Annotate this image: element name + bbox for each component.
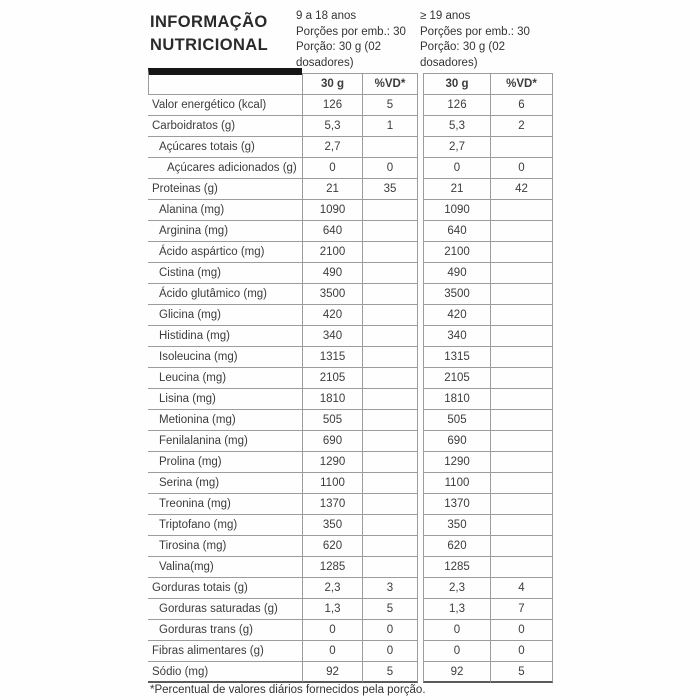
amount-cell-group1: 620 — [302, 536, 362, 557]
table-row — [148, 662, 553, 683]
amount-cell-group2: 690 — [423, 431, 490, 452]
row-label: Açúcares adicionados (g) — [148, 158, 302, 179]
amount-cell-group2: 3500 — [423, 284, 490, 305]
amount-cell-group1: 2100 — [302, 242, 362, 263]
dv-cell-group1 — [362, 389, 418, 410]
amount-cell-group1: 126 — [302, 95, 362, 116]
dv-cell-group2 — [490, 452, 553, 473]
dv-cell-group2: 42 — [490, 179, 553, 200]
amount-cell-group2: 0 — [423, 620, 490, 641]
table-row — [148, 515, 553, 536]
table-row — [148, 536, 553, 557]
age-range: ≥ 19 anos — [420, 10, 471, 22]
amount-cell-group1: 1370 — [302, 494, 362, 515]
row-label: Lisina (mg) — [148, 389, 302, 410]
amount-cell-group1: 690 — [302, 431, 362, 452]
dv-cell-group2 — [490, 242, 553, 263]
row-label: Glicina (mg) — [148, 305, 302, 326]
amount-cell-group2: 505 — [423, 410, 490, 431]
dv-cell-group2 — [490, 515, 553, 536]
dv-cell-group2 — [490, 284, 553, 305]
dv-cell-group1 — [362, 305, 418, 326]
row-label: Valor energético (kcal) — [148, 95, 302, 116]
dv-cell-group1 — [362, 557, 418, 578]
amount-cell-group2: 1290 — [423, 452, 490, 473]
dv-cell-group2: 5 — [490, 662, 553, 683]
dv-cell-group1: 0 — [362, 158, 418, 179]
table-body — [148, 95, 553, 683]
row-label: Treonina (mg) — [148, 494, 302, 515]
table-row — [148, 347, 553, 368]
row-label: Sódio (mg) — [148, 662, 302, 683]
dv-cell-group2: 4 — [490, 578, 553, 599]
row-label: Tirosina (mg) — [148, 536, 302, 557]
row-label: Gorduras totais (g) — [148, 578, 302, 599]
row-label: Prolina (mg) — [148, 452, 302, 473]
dv-cell-group1: 5 — [362, 95, 418, 116]
dv-cell-group1: 5 — [362, 599, 418, 620]
amount-cell-group1: 21 — [302, 179, 362, 200]
dv-cell-group1 — [362, 410, 418, 431]
amount-cell-group2: 2105 — [423, 368, 490, 389]
dv-cell-group1 — [362, 284, 418, 305]
row-label: Metionina (mg) — [148, 410, 302, 431]
row-label: Ácido aspártico (mg) — [148, 242, 302, 263]
row-label: Histidina (mg) — [148, 326, 302, 347]
age-range: 9 a 18 anos — [296, 10, 357, 22]
amount-cell-group2: 0 — [423, 158, 490, 179]
column-header-row — [148, 68, 553, 95]
table-row — [148, 179, 553, 200]
footnote: *Percentual de valores diários fornecidos pela porção. — [150, 684, 426, 696]
row-label: Arginina (mg) — [148, 221, 302, 242]
dv-cell-group2 — [490, 368, 553, 389]
dv-cell-group2: 0 — [490, 641, 553, 662]
table-row — [148, 305, 553, 326]
amount-cell-group1: 1,3 — [302, 599, 362, 620]
dv-cell-group1 — [362, 221, 418, 242]
amount-cell-group2: 2100 — [423, 242, 490, 263]
dv-cell-group2 — [490, 200, 553, 221]
col-header-dv-group2: %VD* — [490, 73, 553, 95]
dv-cell-group1 — [362, 431, 418, 452]
col-header-amount-group2: 30 g — [423, 73, 490, 95]
amount-cell-group1: 5,3 — [302, 116, 362, 137]
amount-cell-group1: 1290 — [302, 452, 362, 473]
table-row — [148, 95, 553, 116]
portion-size: Porção: 30 g (02 dosadores) — [296, 41, 382, 69]
dv-cell-group2 — [490, 389, 553, 410]
amount-cell-group2: 1100 — [423, 473, 490, 494]
table-row — [148, 410, 553, 431]
row-label: Carboidratos (g) — [148, 116, 302, 137]
table-row — [148, 158, 553, 179]
amount-cell-group1: 640 — [302, 221, 362, 242]
dv-cell-group1: 0 — [362, 620, 418, 641]
dv-cell-group1 — [362, 452, 418, 473]
amount-cell-group1: 2,3 — [302, 578, 362, 599]
table-row — [148, 284, 553, 305]
group-header-19plus — [420, 9, 548, 71]
amount-cell-group1: 0 — [302, 641, 362, 662]
amount-cell-group2: 2,7 — [423, 137, 490, 158]
dv-cell-group2 — [490, 347, 553, 368]
dv-cell-group2 — [490, 410, 553, 431]
dv-cell-group1 — [362, 137, 418, 158]
dv-cell-group2 — [490, 221, 553, 242]
amount-cell-group2: 620 — [423, 536, 490, 557]
amount-cell-group1: 1315 — [302, 347, 362, 368]
dv-cell-group1 — [362, 263, 418, 284]
table-row — [148, 473, 553, 494]
amount-cell-group1: 350 — [302, 515, 362, 536]
amount-cell-group1: 2105 — [302, 368, 362, 389]
dv-cell-group2 — [490, 494, 553, 515]
row-label: Leucina (mg) — [148, 368, 302, 389]
amount-cell-group2: 1315 — [423, 347, 490, 368]
amount-cell-group2: 2,3 — [423, 578, 490, 599]
amount-cell-group2: 126 — [423, 95, 490, 116]
amount-cell-group1: 0 — [302, 158, 362, 179]
row-label: Gorduras saturadas (g) — [148, 599, 302, 620]
table-row — [148, 641, 553, 662]
table-row — [148, 389, 553, 410]
group-header-9-18 — [296, 9, 416, 71]
amount-cell-group2: 1285 — [423, 557, 490, 578]
dv-cell-group1 — [362, 515, 418, 536]
amount-cell-group2: 490 — [423, 263, 490, 284]
dv-cell-group2: 2 — [490, 116, 553, 137]
col-header-dv-group1: %VD* — [362, 73, 418, 95]
table-row — [148, 137, 553, 158]
table-row — [148, 599, 553, 620]
amount-cell-group2: 350 — [423, 515, 490, 536]
dv-cell-group1: 3 — [362, 578, 418, 599]
row-label: Gorduras trans (g) — [148, 620, 302, 641]
dv-cell-group1 — [362, 536, 418, 557]
header-divider-bar — [148, 68, 302, 95]
amount-cell-group1: 3500 — [302, 284, 362, 305]
row-label: Isoleucina (mg) — [148, 347, 302, 368]
dv-cell-group2: 7 — [490, 599, 553, 620]
row-label: Açúcares totais (g) — [148, 137, 302, 158]
table-row — [148, 578, 553, 599]
col-header-amount-group1: 30 g — [302, 73, 362, 95]
amount-cell-group1: 0 — [302, 620, 362, 641]
table-row — [148, 431, 553, 452]
amount-cell-group2: 1810 — [423, 389, 490, 410]
servings-per-pack: Porções por emb.: 30 — [420, 25, 530, 38]
table-row — [148, 200, 553, 221]
dv-cell-group1 — [362, 368, 418, 389]
row-label: Serina (mg) — [148, 473, 302, 494]
amount-cell-group2: 640 — [423, 221, 490, 242]
amount-cell-group1: 1810 — [302, 389, 362, 410]
amount-cell-group2: 1,3 — [423, 599, 490, 620]
dv-cell-group1 — [362, 473, 418, 494]
portion-size: Porção: 30 g (02 dosadores) — [420, 41, 506, 69]
table-row — [148, 452, 553, 473]
dv-cell-group1 — [362, 242, 418, 263]
dv-cell-group2 — [490, 557, 553, 578]
row-label: Ácido glutâmico (mg) — [148, 284, 302, 305]
amount-cell-group2: 92 — [423, 662, 490, 683]
dv-cell-group2 — [490, 137, 553, 158]
dv-cell-group2 — [490, 326, 553, 347]
row-label: Proteinas (g) — [148, 179, 302, 200]
dv-cell-group1: 0 — [362, 641, 418, 662]
row-label: Fenilalanina (mg) — [148, 431, 302, 452]
row-label: Valina(mg) — [148, 557, 302, 578]
table-row — [148, 242, 553, 263]
dv-cell-group1: 5 — [362, 662, 418, 683]
page-title: INFORMAÇÃO NUTRICIONAL — [150, 13, 269, 54]
dv-cell-group2: 0 — [490, 620, 553, 641]
dv-cell-group1 — [362, 494, 418, 515]
dv-cell-group2 — [490, 473, 553, 494]
amount-cell-group1: 92 — [302, 662, 362, 683]
row-label: Triptofano (mg) — [148, 515, 302, 536]
amount-cell-group1: 505 — [302, 410, 362, 431]
amount-cell-group1: 2,7 — [302, 137, 362, 158]
amount-cell-group1: 1285 — [302, 557, 362, 578]
dv-cell-group2 — [490, 536, 553, 557]
table-row — [148, 368, 553, 389]
dv-cell-group2 — [490, 263, 553, 284]
dv-cell-group2: 6 — [490, 95, 553, 116]
amount-cell-group2: 1370 — [423, 494, 490, 515]
row-label: Cistina (mg) — [148, 263, 302, 284]
nutrition-table — [148, 68, 553, 683]
dv-cell-group2: 0 — [490, 158, 553, 179]
table-row — [148, 221, 553, 242]
dv-cell-group1 — [362, 200, 418, 221]
row-label: Alanina (mg) — [148, 200, 302, 221]
amount-cell-group2: 5,3 — [423, 116, 490, 137]
amount-cell-group1: 420 — [302, 305, 362, 326]
amount-cell-group1: 490 — [302, 263, 362, 284]
dv-cell-group1 — [362, 326, 418, 347]
amount-cell-group1: 340 — [302, 326, 362, 347]
dv-cell-group1: 35 — [362, 179, 418, 200]
dv-cell-group1 — [362, 347, 418, 368]
dv-cell-group2 — [490, 431, 553, 452]
table-row — [148, 116, 553, 137]
row-label: Fibras alimentares (g) — [148, 641, 302, 662]
amount-cell-group2: 340 — [423, 326, 490, 347]
amount-cell-group2: 21 — [423, 179, 490, 200]
amount-cell-group2: 0 — [423, 641, 490, 662]
table-row — [148, 326, 553, 347]
servings-per-pack: Porções por emb.: 30 — [296, 25, 406, 38]
amount-cell-group2: 420 — [423, 305, 490, 326]
table-row — [148, 263, 553, 284]
dv-cell-group2 — [490, 305, 553, 326]
amount-cell-group1: 1100 — [302, 473, 362, 494]
amount-cell-group2: 1090 — [423, 200, 490, 221]
dv-cell-group1: 1 — [362, 116, 418, 137]
amount-cell-group1: 1090 — [302, 200, 362, 221]
table-row — [148, 494, 553, 515]
table-row — [148, 620, 553, 641]
table-row — [148, 557, 553, 578]
